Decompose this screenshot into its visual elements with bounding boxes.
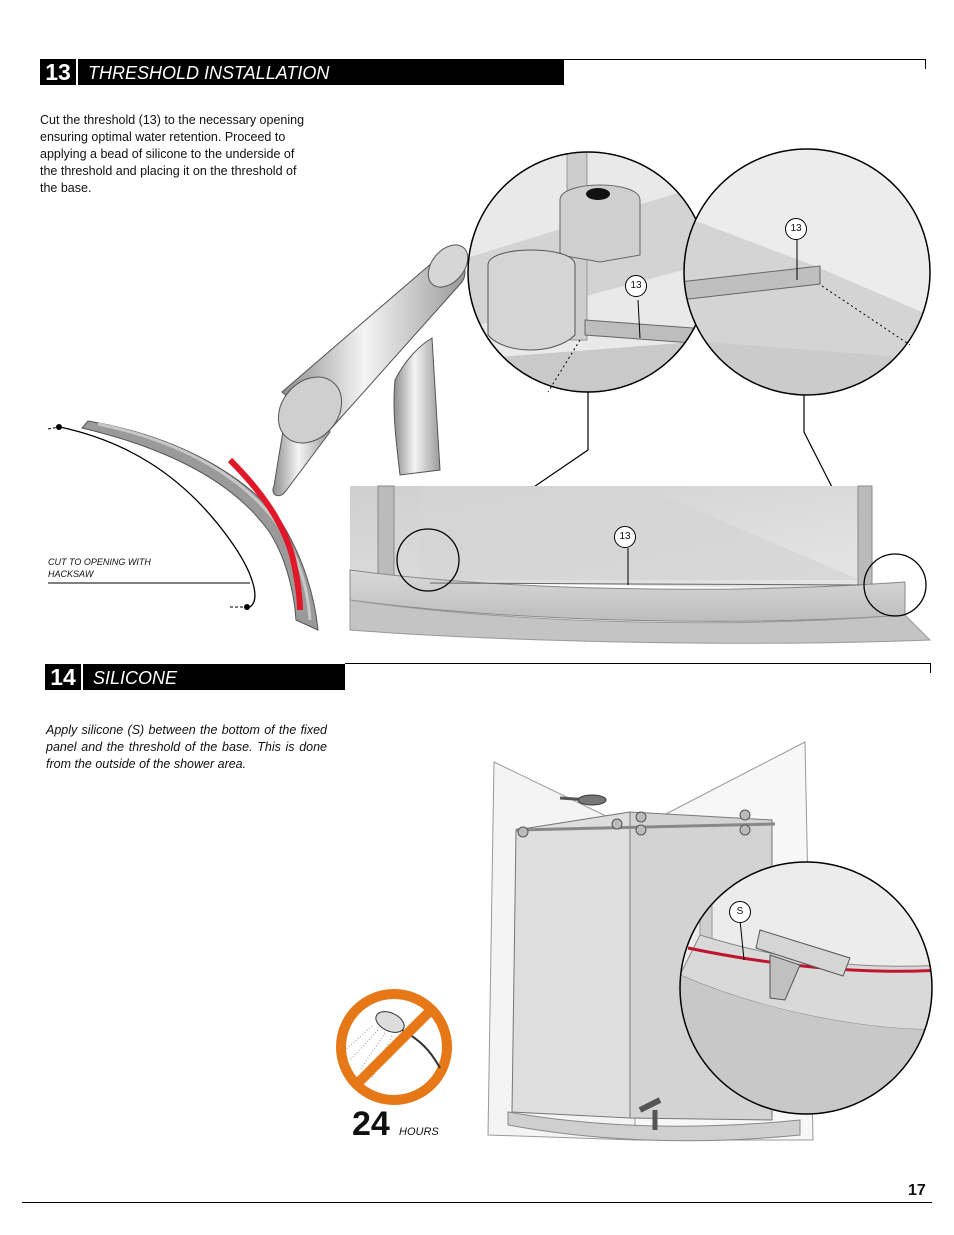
no-shower-icon [341,994,447,1100]
section-13-instructions: Cut the threshold (13) to the necessary opening ensuring optimal water retention. Proceed to applying a bead of silicone to the underside of the threshold and placing it on the threshold of the base. [40,113,305,195]
section-14-instructions: Apply silicone (S) between the bottom of the fixed panel and the threshold of the base. This is done from the outside of the shower area. [46,723,327,771]
wait-time-number: 24 [352,1105,390,1143]
section-14-title: SILICONE [93,668,178,688]
section-14-number: 14 [45,664,83,690]
section-13-number: 13 [40,59,78,85]
part-13-callout-zoom2: 13 [785,218,807,240]
section-13-title: THRESHOLD INSTALLATION [88,63,330,83]
wait-time-unit: HOURS [399,1126,439,1138]
footer-rule [22,1202,932,1203]
cut-note: CUT TO OPENING WITH HACKSAW [48,557,151,579]
part-13-callout-zoom1: 13 [625,275,647,297]
silicone-s-callout: S [729,901,751,923]
page-number: 17 [908,1182,926,1199]
part-13-callout-base: 13 [614,526,636,548]
